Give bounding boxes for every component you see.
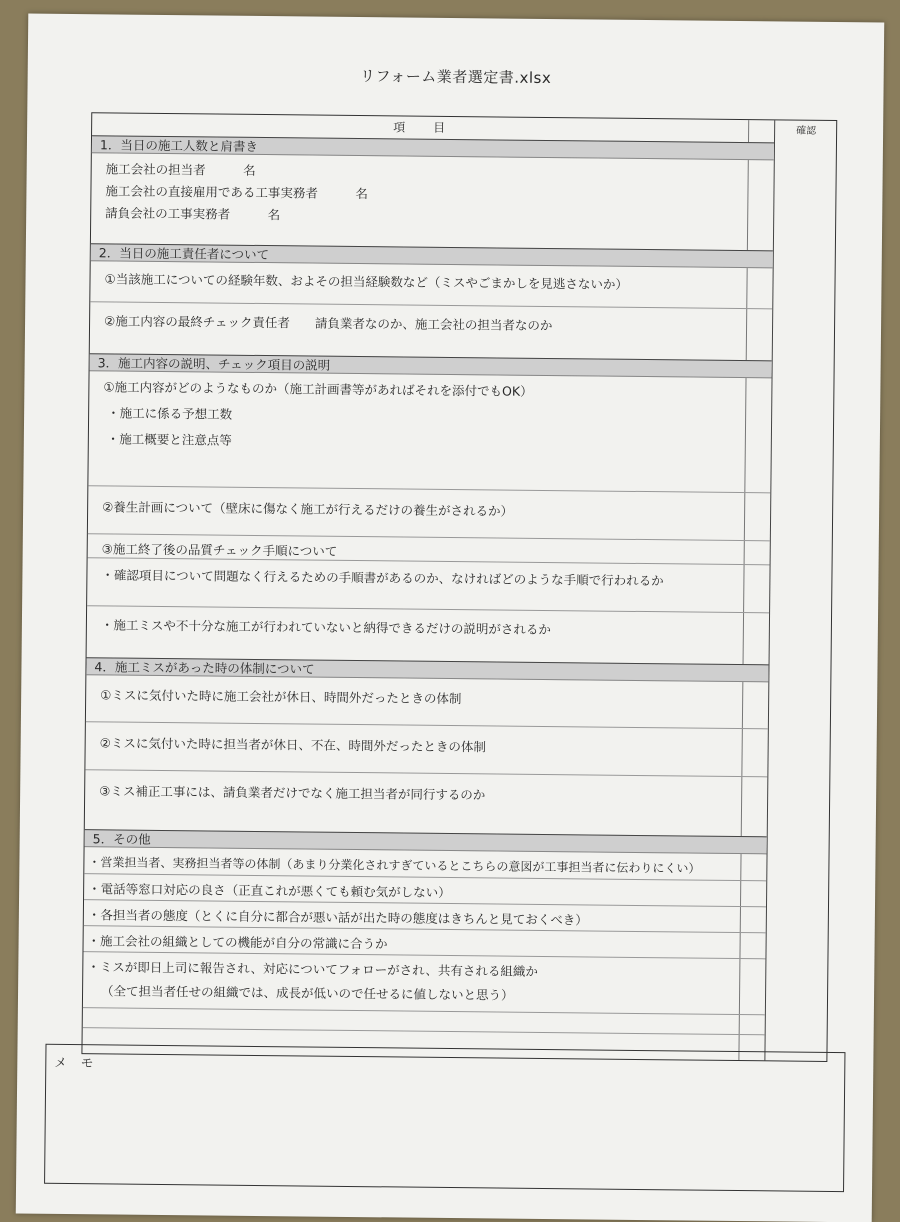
s3-separator-1 [88, 485, 770, 493]
s3-line-6: ・確認項目について問題なく行えるための手順書があるのか、なければどのような手順で行われるか [101, 567, 664, 589]
s5-separator-5 [83, 1007, 765, 1015]
s5-line-3: ・各担当者の態度（とくに自分に都合が悪い話が出た時の態度はきちんと見ておくべき） [87, 907, 588, 928]
s3-line-5: ③施工終了後の品質チェック手順について [101, 541, 338, 559]
s5-separator-6 [83, 1027, 765, 1035]
checklist-table [81, 112, 837, 1062]
items-header: 項目 [393, 120, 474, 136]
s3-line-4: ②養生計画について（壁床に傷なく施工が行えるだけの養生がされるか） [102, 499, 514, 519]
s2-line-1: ①当該施工についての経験年数、およその担当経験数など（ミスやごまかしを見逃さないか） [104, 271, 629, 292]
section-1-title: 1．当日の施工人数と肩書き [92, 135, 774, 160]
section-3-title: 3．施工内容の説明、チェック項目の説明 [90, 353, 772, 378]
s3-line-1: ①施工内容がどのようなものか（施工計画書等があればそれを添付でもOK） [103, 379, 533, 399]
memo-box [44, 1044, 845, 1192]
s1-line-1: 施工会社の担当者 名 [105, 161, 256, 178]
section-2-title: 2．当日の施工責任者について [91, 243, 773, 268]
s3-line-7: ・施工ミスや不十分な施工が行われていないと納得できるだけの説明がされるか [100, 617, 551, 638]
document-title: リフォーム業者選定書.xlsx [359, 67, 552, 88]
s1-line-3: 請負会社の工事実務者 名 [105, 205, 281, 223]
s3-separator-4 [87, 605, 769, 613]
s1-line-2: 施工会社の直接雇用である工事実務者 名 [105, 183, 369, 202]
s4-separator-2 [85, 769, 767, 777]
s5-line-6: （全て担当者任せの組織では、成長が低いので任せるに値しないと思う） [100, 983, 514, 1003]
memo-label: メモ [54, 1054, 108, 1071]
s5-line-1: ・営業担当者、実務担当者等の体制（あまり分業化されすぎているとこちらの意図が工事担当者に伝わりにくい） [88, 855, 701, 876]
s2-line-2: ②施工内容の最終チェック責任者 請負業者なのか、施工会社の担当者なのか [104, 313, 553, 334]
section-4-title: 4．施工ミスがあった時の体制について [86, 657, 768, 682]
s5-line-5: ・ミスが即日上司に報告され、対応についてフォローがされ、共有される組織か [87, 959, 539, 979]
s2-separator [90, 301, 772, 309]
s4-line-1: ①ミスに気付いた時に施工会社が休日、時間外だったときの体制 [100, 687, 462, 707]
section-5-title: 5．その他 [85, 829, 767, 854]
s4-line-3: ③ミス補正工事には、請負業者だけでなく施工担当者が同行するのか [99, 783, 486, 803]
check-header: 確認 [796, 125, 817, 137]
paper-sheet [16, 14, 885, 1222]
s5-line-2: ・電話等窓口対応の良さ（正直これが悪くても頼む気がしない） [88, 881, 451, 901]
s3-separator-3 [88, 557, 770, 565]
s3-line-2: ・施工に係る予想工数 [107, 405, 233, 422]
s4-separator-1 [86, 721, 768, 729]
s5-line-4: ・施工会社の組織としての機能が自分の常識に合うか [87, 933, 388, 952]
s4-line-2: ②ミスに気付いた時に担当者が休日、不在、時間外だったときの体制 [99, 735, 486, 755]
s3-line-3: ・施工概要と注意点等 [106, 431, 232, 448]
